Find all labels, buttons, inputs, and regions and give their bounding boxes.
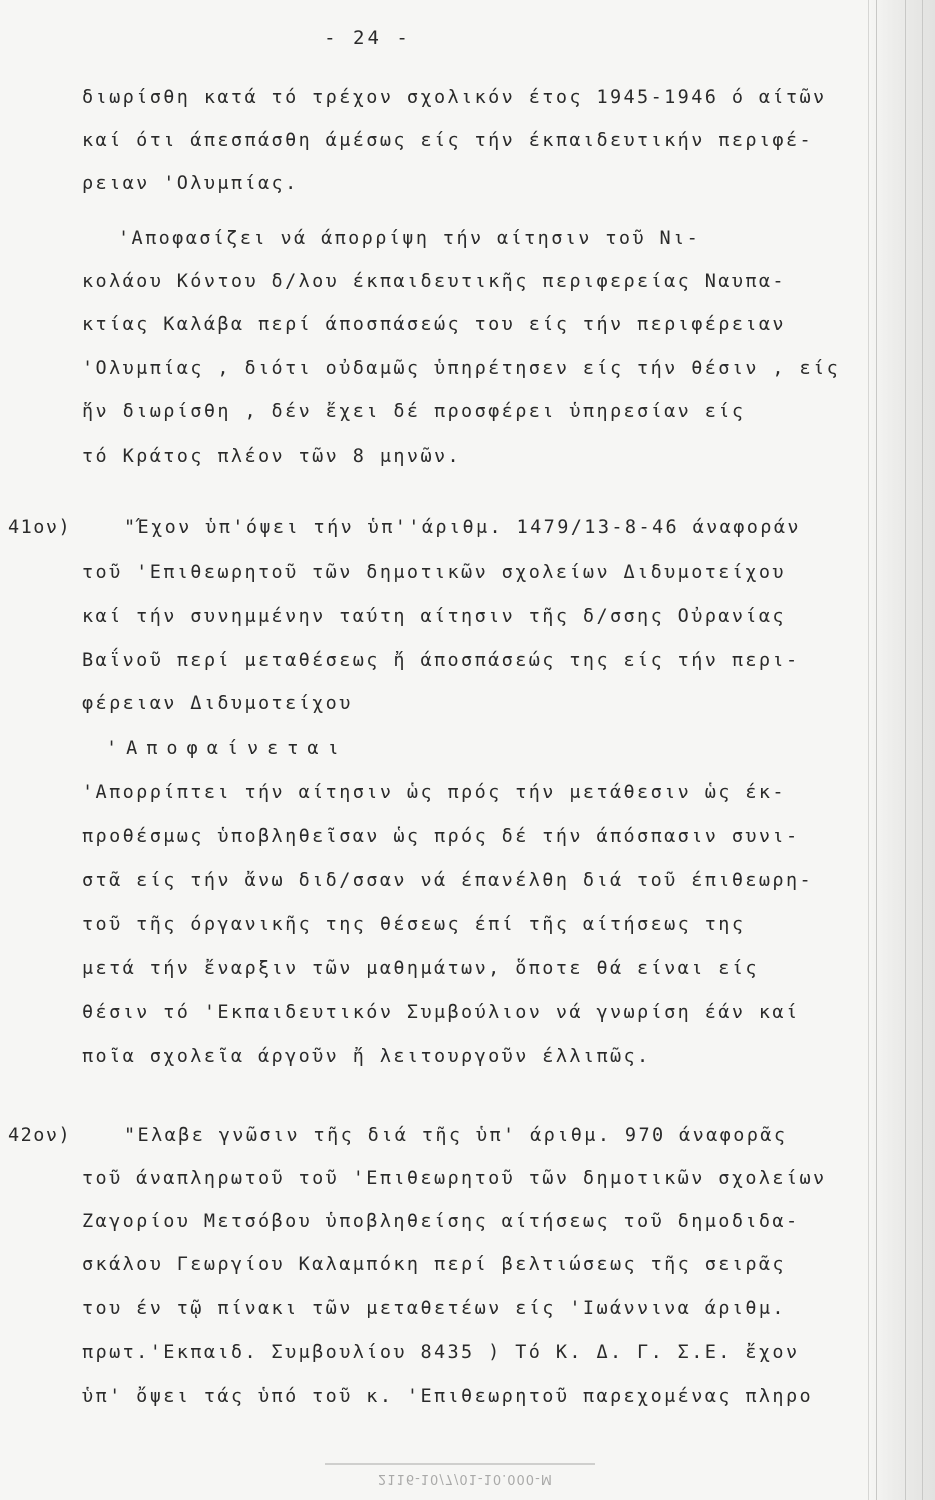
text-line: ἥν διωρίσθη , δέν ἔχει δέ προσφέρει ὑπηρεσίαν είς	[82, 401, 746, 422]
text-line: καί ότι άπεσπάσθη άμέσως είς τήν έκπαιδευτικήν περιφέ-	[82, 130, 814, 151]
text-line: μετά τήν ἔναρξιν τῶν μαθημάτων, ὅποτε θά είναι είς	[82, 958, 759, 979]
edge-line	[905, 0, 906, 1500]
text-line: "Έχον ὑπ'όψει τήν ὑπ''άριθμ. 1479/13-8-46 άναφοράν	[124, 517, 801, 538]
text-line: κολάου Κόντου δ/λου έκπαιδευτικῆς περιφερείας Ναυπα-	[82, 271, 786, 292]
text-line: ὑπ' ὄψει τάς ὑπό τοῦ κ. 'Επιθεωρητοῦ παρεχομένας πληρο	[82, 1386, 814, 1407]
text-line: φέρειαν Διδυμοτείχου	[82, 693, 353, 714]
edge-line	[876, 0, 877, 1500]
scanned-page-edge	[868, 0, 935, 1500]
print-stamp: 2116-10/7/01-10.000-M	[378, 1471, 553, 1486]
edge-line	[922, 0, 923, 1500]
text-line: 'Αποφαίνεται	[106, 738, 348, 759]
text-line: Βαΐνοῦ περί μεταθέσεως ἤ άποσπάσεώς της είς τήν περι-	[82, 650, 800, 671]
text-line: διωρίσθη κατά τό τρέχον σχολικόν έτος 1945-1946 ό αίτῶν	[82, 87, 827, 108]
item-number: 42ον)	[8, 1125, 72, 1146]
text-line: τοῦ άναπληρωτοῦ τοῦ 'Επιθεωρητοῦ τῶν δημοτικῶν σχολείων	[82, 1168, 827, 1189]
text-line: τοῦ τῆς όργανικῆς της θέσεως έπί τῆς αίτήσεως της	[82, 914, 746, 935]
footer-rule	[325, 1463, 595, 1465]
item-number: 41ον)	[8, 517, 72, 538]
text-line: "Ελαβε γνῶσιν τῆς διά τῆς ὑπ' άριθμ. 970 άναφορᾶς	[124, 1125, 788, 1146]
text-line: καί τήν συνημμένην ταύτη αίτησιν τῆς δ/σσης Οὐρανίας	[82, 606, 786, 627]
text-line: στᾶ είς τήν ἄνω διδ/σσαν νά έπανέλθη διά τοῦ έπιθεωρη-	[82, 870, 814, 891]
text-line: 'Ολυμπίας , διότι οὐδαμῶς ὑπηρέτησεν είς τήν θέσιν , είς	[82, 358, 841, 379]
text-line: τοῦ 'Επιθεωρητοῦ τῶν δημοτικῶν σχολείων Διδυμοτείχου	[82, 562, 786, 583]
text-line: 'Απορρίπτει τήν αίτησιν ὡς πρός τήν μετάθεσιν ὡς έκ-	[82, 782, 786, 803]
text-line: του έν τῷ πίνακι τῶν μεταθετέων είς 'Ιωάννινα άριθμ.	[82, 1298, 786, 1319]
text-line: προθέσμως ὑποβληθεῖσαν ὡς πρός δέ τήν άπόσπασιν συνι-	[82, 826, 800, 847]
page-number: - 24 -	[324, 27, 411, 49]
text-line: κτίας Καλάβα περί άποσπάσεώς του είς τήν περιφέρειαν	[82, 314, 786, 335]
text-line: πρωτ.'Εκπαιδ. Συμβουλίου 8435 ) Τό Κ. Δ. Γ. Σ.Ε. ἔχον	[82, 1342, 800, 1363]
text-line: ρειαν 'Ολυμπίας.	[82, 173, 299, 194]
text-line: σκάλου Γεωργίου Καλαμπόκη περί βελτιώσεως τῆς σειρᾶς	[82, 1254, 786, 1275]
text-line: 'Αποφασίζει νά άπορρίψη τήν αίτησιν τοῦ Νι-	[118, 228, 701, 249]
text-line: Ζαγορίου Μετσόβου ὑποβληθείσης αίτήσεως τοῦ δημοδιδα-	[82, 1211, 800, 1232]
text-line: θέσιν τό 'Εκπαιδευτικόν Συμβούλιον νά γνωρίση έάν καί	[82, 1002, 800, 1023]
text-line: τό Κράτος πλέον τῶν 8 μηνῶν.	[82, 446, 462, 467]
text-line: ποῖα σχολεῖα άργοῦν ἤ λειτουργοῦν έλλιπῶς.	[82, 1046, 651, 1067]
